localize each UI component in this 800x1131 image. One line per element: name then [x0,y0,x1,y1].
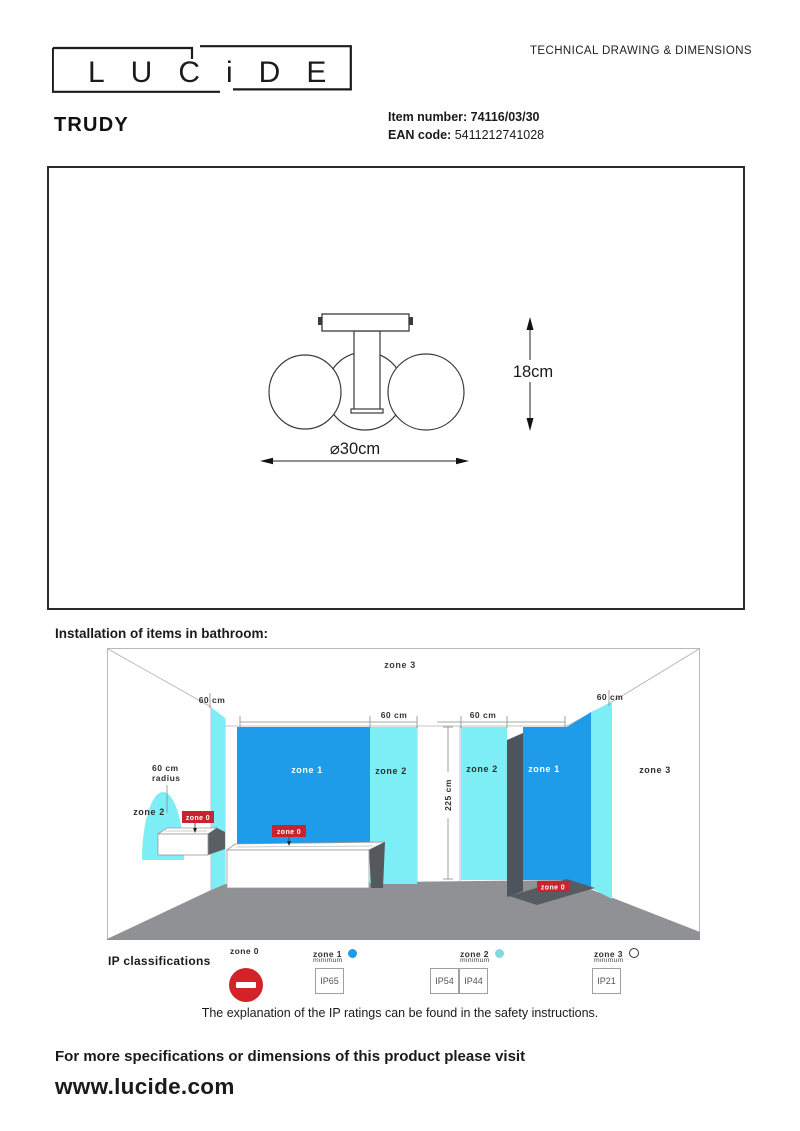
bathroom-section-title: Installation of items in bathroom: [55,626,269,641]
item-number-label: Item number: [388,110,468,124]
zone0-badge-shower: zone 0 [540,884,566,892]
legend-title: IP classifications [108,954,211,968]
logo-letters: LUCiDE [88,56,352,89]
zone2-dot-icon [495,949,504,958]
dim-225: 225 cm [443,779,453,811]
bathroom-diagram-svg [107,648,700,940]
lamp-stem-foot [351,409,383,413]
ean-value: 5411212741028 [454,128,545,142]
shower-panel [507,733,523,897]
zone1-shower-label: zone 1 [528,764,560,774]
no-entry-icon [229,968,263,1002]
right-wall-zone2-strip [591,702,612,899]
zone3-right-label: zone 3 [639,765,671,775]
ean-label: EAN code: [388,128,452,142]
product-meta [388,108,544,144]
zone0-badge-bath: zone 0 [276,829,302,836]
dim-60-radius-line2: radius [152,773,181,783]
item-number-value: 74116/03/30 [470,110,540,124]
zone3-circle-icon [629,948,639,958]
ip-ratings-note: The explanation of the IP ratings can be found in the safety instructions. [201,1006,599,1020]
zone2-bath-label: zone 2 [375,766,407,776]
dim-60-top-right: 60 cm [596,692,624,702]
bathroom-zones-diagram [107,648,700,940]
lamp-stem [354,331,380,412]
zone2-basin-label: zone 2 [133,807,165,817]
ip65-box: IP65 [315,968,344,994]
product-name: TRUDY [54,114,129,136]
legend-zone3-minimum: minimum [594,957,624,964]
dim-60-shower: 60 cm [469,710,497,720]
lucide-logo [52,45,352,93]
legend-zone2-name: zone 2 [460,949,489,959]
dim-60-bath: 60 cm [380,710,408,720]
legend-zone0-name: zone 0 [230,946,259,956]
right-wall-zone1-strip [567,712,591,888]
diameter-dimension [260,440,469,464]
height-dimension [507,317,559,431]
technical-drawing-box [47,166,745,610]
ip21-box: IP21 [592,968,621,994]
lamp-ceiling-plate [322,314,409,331]
document-type-title: TECHNICAL DRAWING & DIMENSIONS [530,45,752,57]
shower-zone2-area [461,727,507,880]
left-corner-zone2-strip [211,707,225,890]
zone1-bath-label: zone 1 [291,765,323,775]
legend-zone3-name: zone 3 [594,949,623,959]
footer-text: For more specifications or dimensions of this product please visit [55,1048,526,1065]
lamp-dimension-drawing [49,168,743,608]
dim-60-top-left: 60 cm [198,695,226,705]
lamp-globe-left [269,355,341,429]
plate-tab-left [318,317,322,325]
zone1-dot-icon [348,949,357,958]
no-entry-bar [236,982,256,988]
height-dimension-label: 18cm [512,363,554,381]
plate-tab-right [409,317,413,325]
zone0-badge-basin: zone 0 [185,815,211,822]
item-number-row [388,108,544,126]
shower-zone1-area [523,727,567,880]
zone3-top-label: zone 3 [384,660,416,670]
dim-60-radius-line1: 60 cm [152,763,179,773]
legend-zone1-name: zone 1 [313,949,342,959]
washbasin [158,828,225,855]
zone2-shower-label: zone 2 [466,764,498,774]
ean-row [388,126,544,144]
lamp-globe-right [388,354,464,430]
legend-zone1-minimum: minimum [313,957,343,964]
bathtub [227,842,385,888]
ip54-box: IP54 [430,968,459,994]
legend-zone2-minimum: minimum [460,957,490,964]
website-url: www.lucide.com [55,1074,235,1099]
ip44-box: IP44 [459,968,488,994]
diameter-dimension-label: ⌀30cm [329,440,381,458]
